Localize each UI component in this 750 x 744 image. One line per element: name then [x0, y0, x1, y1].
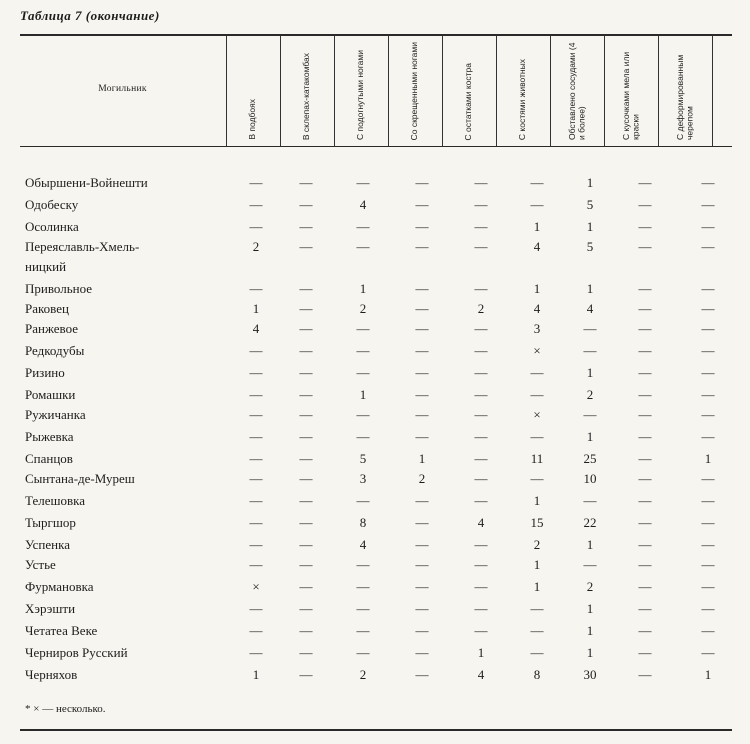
table-cell: —: [249, 645, 263, 660]
table-cell: —: [638, 601, 652, 616]
table-cell: —: [474, 557, 488, 572]
table-cell: —: [474, 623, 488, 638]
table-cell: —: [356, 493, 370, 508]
table-cell: —: [638, 645, 652, 660]
column-header: В склепах-катакомбах: [301, 52, 312, 140]
table-cell: 1: [586, 429, 594, 444]
table-cell: —: [701, 579, 715, 594]
column-header: С костями животных: [517, 58, 528, 140]
table-cell: —: [356, 557, 370, 572]
table-cell: —: [299, 429, 313, 444]
table-cell: —: [701, 601, 715, 616]
table-row: [0, 364, 750, 385]
table-cell: —: [249, 557, 263, 572]
table-cell: 25: [583, 451, 597, 466]
table-cell: —: [415, 343, 429, 358]
table-caption: Таблица 7 (окончание): [20, 8, 160, 23]
table-cell: —: [249, 219, 263, 234]
table-cell: 1: [586, 365, 594, 380]
site-name: Черниров Русский: [25, 645, 128, 660]
table-cell: —: [638, 515, 652, 530]
table-cell: —: [701, 301, 715, 316]
table-cell: 2: [533, 537, 541, 552]
table-cell: —: [701, 321, 715, 336]
table-cell: —: [415, 623, 429, 638]
table-cell: —: [415, 301, 429, 316]
table-cell: —: [299, 537, 313, 552]
site-name: Рыжевка: [25, 429, 74, 444]
table-cell: —: [583, 557, 597, 572]
table-cell: —: [701, 365, 715, 380]
table-cell: —: [356, 343, 370, 358]
table-cell: 1: [704, 667, 712, 682]
table-cell: —: [356, 601, 370, 616]
table-cell: —: [530, 601, 544, 616]
site-name: Телешовка: [25, 493, 86, 508]
table-cell: —: [299, 175, 313, 190]
table-cell: 11: [530, 451, 544, 466]
table-cell: —: [530, 471, 544, 486]
table-cell: 3: [533, 321, 541, 336]
column-header: С деформированным черепом: [674, 54, 694, 140]
table-cell: —: [415, 537, 429, 552]
table-cell: —: [474, 493, 488, 508]
table-cell: —: [356, 175, 370, 190]
table-cell: —: [249, 623, 263, 638]
header-divider: [712, 35, 713, 146]
table-cell: —: [701, 281, 715, 296]
table-cell: —: [249, 343, 263, 358]
table-cell: —: [701, 557, 715, 572]
table-row: [0, 450, 750, 471]
table-cell: —: [474, 387, 488, 402]
table-cell: —: [415, 175, 429, 190]
table-cell: —: [415, 321, 429, 336]
table-cell: —: [415, 515, 429, 530]
table-row: [0, 238, 750, 274]
column-header: С подогнутыми ногами: [355, 50, 366, 140]
table-cell: 5: [586, 197, 594, 212]
table-cell: —: [638, 667, 652, 682]
table-cell: 1: [586, 645, 594, 660]
table-row: [0, 320, 750, 341]
table-cell: —: [701, 407, 715, 422]
table-cell: 4: [477, 667, 485, 682]
table-cell: —: [701, 219, 715, 234]
table-cell: —: [249, 493, 263, 508]
table-row: [0, 644, 750, 665]
column-header: С остатками костра: [463, 62, 474, 140]
table-cell: 1: [477, 645, 485, 660]
table-cell: —: [415, 365, 429, 380]
site-name: Ружичанка: [25, 407, 86, 422]
table-cell: 8: [533, 667, 541, 682]
site-name: Спанцов: [25, 451, 73, 466]
table-cell: —: [356, 407, 370, 422]
table-cell: —: [638, 623, 652, 638]
table-row: [0, 470, 750, 491]
column-header: В подбоях: [247, 99, 258, 140]
table-cell: —: [299, 301, 313, 316]
table-cell: —: [638, 321, 652, 336]
table-cell: 1: [359, 281, 367, 296]
table-cell: —: [299, 387, 313, 402]
table-cell: ×: [533, 407, 541, 422]
table-cell: —: [583, 407, 597, 422]
table-cell: —: [249, 537, 263, 552]
site-name: Хэрэшти: [25, 601, 76, 616]
table-cell: —: [583, 321, 597, 336]
table-cell: —: [638, 537, 652, 552]
table-row: [0, 428, 750, 449]
table-cell: —: [415, 667, 429, 682]
table-cell: —: [356, 645, 370, 660]
table-row: [0, 556, 750, 577]
table-cell: —: [249, 515, 263, 530]
table-cell: —: [299, 471, 313, 486]
site-name: Четатеа Веке: [25, 623, 98, 638]
table-cell: —: [299, 281, 313, 296]
table-cell: 2: [252, 239, 260, 254]
table-cell: —: [249, 175, 263, 190]
table-cell: —: [701, 429, 715, 444]
table-cell: —: [583, 343, 597, 358]
table-cell: —: [299, 579, 313, 594]
table-cell: 3: [359, 471, 367, 486]
table-cell: —: [638, 197, 652, 212]
table-cell: —: [299, 239, 313, 254]
table-cell: —: [415, 429, 429, 444]
table-cell: —: [638, 281, 652, 296]
table-row: [0, 300, 750, 321]
table-cell: —: [638, 471, 652, 486]
header-rule: [20, 146, 732, 147]
table-cell: —: [415, 219, 429, 234]
table-cell: 2: [418, 471, 426, 486]
table-cell: —: [638, 579, 652, 594]
table-cell: —: [701, 471, 715, 486]
site-name: Ромашки: [25, 387, 76, 402]
table-cell: 1: [533, 493, 541, 508]
table-cell: —: [474, 197, 488, 212]
site-name: Раковец: [25, 301, 69, 316]
table-cell: —: [415, 601, 429, 616]
table-cell: —: [474, 175, 488, 190]
table-cell: —: [701, 175, 715, 190]
table-cell: —: [474, 429, 488, 444]
table-row: [0, 578, 750, 599]
bottom-rule: [20, 729, 732, 731]
table-cell: —: [299, 515, 313, 530]
table-cell: —: [701, 387, 715, 402]
table-row: [0, 196, 750, 217]
table-cell: 1: [586, 623, 594, 638]
table-cell: —: [530, 645, 544, 660]
table-cell: 2: [586, 579, 594, 594]
table-cell: —: [701, 515, 715, 530]
table-cell: —: [530, 429, 544, 444]
table-cell: 1: [586, 175, 594, 190]
table-cell: 1: [533, 219, 541, 234]
table-cell: —: [474, 537, 488, 552]
table-cell: —: [701, 343, 715, 358]
table-cell: 5: [586, 239, 594, 254]
table-cell: 10: [583, 471, 597, 486]
table-row: [0, 386, 750, 407]
site-name: Осолинка: [25, 219, 79, 234]
table-cell: —: [356, 365, 370, 380]
table-cell: —: [415, 197, 429, 212]
table-cell: —: [474, 471, 488, 486]
table-cell: —: [299, 667, 313, 682]
table-cell: —: [474, 601, 488, 616]
table-cell: 4: [359, 197, 367, 212]
table-cell: 4: [586, 301, 594, 316]
table-cell: 1: [252, 667, 260, 682]
table-cell: —: [356, 321, 370, 336]
table-cell: —: [415, 645, 429, 660]
table-cell: 1: [533, 281, 541, 296]
column-header: Со скрещенными ногами: [409, 41, 420, 140]
table-cell: —: [299, 321, 313, 336]
table-cell: —: [299, 601, 313, 616]
table-cell: 4: [252, 321, 260, 336]
table-cell: ×: [252, 579, 260, 594]
table-cell: —: [530, 623, 544, 638]
table-cell: —: [299, 645, 313, 660]
table-cell: —: [249, 601, 263, 616]
table-cell: 4: [477, 515, 485, 530]
site-name: Ранжевое: [25, 321, 79, 336]
table-cell: —: [415, 239, 429, 254]
table-cell: —: [701, 537, 715, 552]
table-cell: 5: [359, 451, 367, 466]
table-cell: —: [638, 219, 652, 234]
table-cell: —: [415, 557, 429, 572]
table-cell: —: [701, 239, 715, 254]
table-row: [0, 406, 750, 427]
table-cell: —: [299, 197, 313, 212]
table-cell: —: [530, 365, 544, 380]
table-row: [0, 600, 750, 621]
table-cell: —: [530, 387, 544, 402]
table-cell: —: [249, 281, 263, 296]
table-row: [0, 218, 750, 239]
table-cell: —: [415, 281, 429, 296]
table-cell: —: [356, 239, 370, 254]
column-header: Обставлено сосудами (4 и более): [566, 42, 586, 140]
table-cell: —: [249, 471, 263, 486]
table-cell: 1: [586, 219, 594, 234]
table-cell: —: [530, 175, 544, 190]
table-cell: —: [474, 407, 488, 422]
site-name: Редкодубы: [25, 343, 85, 358]
table-cell: —: [474, 281, 488, 296]
table-cell: —: [638, 407, 652, 422]
table-row: [0, 174, 750, 195]
table-cell: 15: [530, 515, 544, 530]
site-name: Тыргшор: [25, 515, 76, 530]
table-cell: —: [415, 579, 429, 594]
table-cell: —: [474, 365, 488, 380]
table-cell: —: [638, 175, 652, 190]
table-cell: —: [249, 429, 263, 444]
table-cell: —: [249, 451, 263, 466]
table-cell: 4: [533, 301, 541, 316]
table-cell: —: [530, 197, 544, 212]
table-row: [0, 666, 750, 687]
table-cell: —: [249, 197, 263, 212]
table-cell: —: [701, 493, 715, 508]
table-cell: —: [638, 343, 652, 358]
table-cell: —: [356, 623, 370, 638]
table-cell: —: [638, 301, 652, 316]
table-cell: 1: [533, 579, 541, 594]
column-header: С кусочками мела или краски: [620, 51, 640, 140]
table-cell: —: [415, 493, 429, 508]
site-name: Обыршени-Войнешти: [25, 175, 148, 190]
site-name-continuation: ницкий: [25, 259, 67, 274]
table-cell: —: [638, 365, 652, 380]
site-name: Сынтана-де-Муреш: [25, 471, 135, 486]
table-cell: —: [299, 557, 313, 572]
table-cell: —: [299, 219, 313, 234]
footnote: * × — несколько.: [25, 703, 106, 715]
table-cell: —: [415, 407, 429, 422]
table-cell: —: [356, 429, 370, 444]
table-cell: —: [474, 343, 488, 358]
table-cell: —: [638, 493, 652, 508]
table-cell: —: [638, 451, 652, 466]
table-cell: —: [299, 365, 313, 380]
header-name-column: Могильник: [98, 84, 147, 94]
table-row: [0, 342, 750, 363]
table-row: [0, 492, 750, 513]
table-cell: —: [356, 219, 370, 234]
table-cell: —: [474, 579, 488, 594]
table-cell: —: [474, 219, 488, 234]
table-row: [0, 514, 750, 535]
table-cell: —: [299, 407, 313, 422]
table-cell: 30: [583, 667, 597, 682]
table-cell: —: [299, 623, 313, 638]
table-cell: —: [356, 579, 370, 594]
site-name: Переяславль-Хмель-: [25, 239, 140, 254]
table-row: [0, 536, 750, 557]
table-cell: 22: [583, 515, 597, 530]
table-row: [0, 280, 750, 301]
table-cell: —: [583, 493, 597, 508]
table-cell: 1: [533, 557, 541, 572]
table-cell: —: [474, 321, 488, 336]
site-name: Успенка: [25, 537, 70, 552]
table-cell: 4: [533, 239, 541, 254]
site-name: Одобеску: [25, 197, 79, 212]
table-cell: 1: [418, 451, 426, 466]
table-cell: —: [701, 197, 715, 212]
site-name: Ризино: [25, 365, 65, 380]
site-name: Черняхов: [25, 667, 78, 682]
table-cell: —: [638, 239, 652, 254]
table-cell: —: [249, 387, 263, 402]
table-cell: —: [638, 387, 652, 402]
table-cell: —: [249, 407, 263, 422]
table-cell: —: [474, 239, 488, 254]
site-name: Привольное: [25, 281, 93, 296]
table-cell: 2: [477, 301, 485, 316]
table-cell: —: [299, 493, 313, 508]
table-cell: 1: [252, 301, 260, 316]
table-cell: —: [701, 645, 715, 660]
site-name: Устье: [25, 557, 56, 572]
table-cell: —: [474, 451, 488, 466]
top-rule: [20, 34, 732, 36]
table-cell: 1: [586, 601, 594, 616]
site-name: Фурмановка: [25, 579, 94, 594]
table-cell: 1: [586, 537, 594, 552]
table-cell: —: [638, 557, 652, 572]
table-cell: 1: [586, 281, 594, 296]
table-cell: ×: [533, 343, 541, 358]
table-cell: 1: [359, 387, 367, 402]
table-cell: —: [299, 343, 313, 358]
table-cell: 4: [359, 537, 367, 552]
table-cell: 2: [586, 387, 594, 402]
table-cell: 2: [359, 667, 367, 682]
table-cell: —: [701, 623, 715, 638]
table-cell: —: [638, 429, 652, 444]
table-row: [0, 622, 750, 643]
table-cell: —: [415, 387, 429, 402]
table-cell: 8: [359, 515, 367, 530]
table-cell: 2: [359, 301, 367, 316]
table-cell: —: [249, 365, 263, 380]
table-cell: —: [299, 451, 313, 466]
table-cell: 1: [704, 451, 712, 466]
